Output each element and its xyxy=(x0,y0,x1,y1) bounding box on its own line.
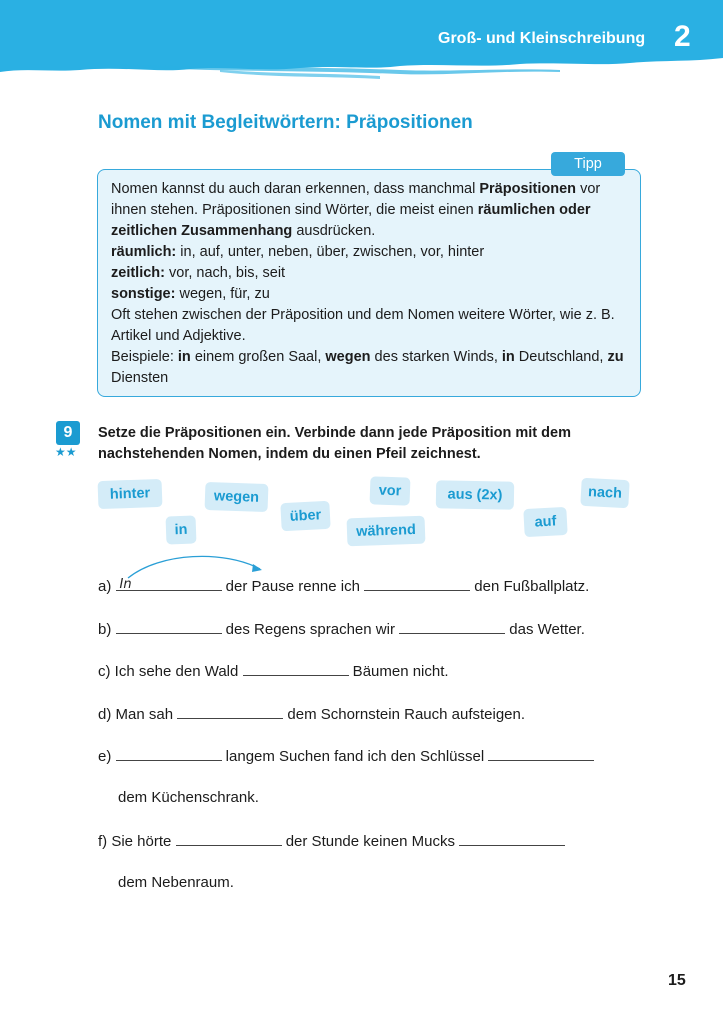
word-card-wegen[interactable]: wegen xyxy=(205,482,269,512)
blank-b1[interactable] xyxy=(116,619,222,634)
word-card-nach[interactable]: nach xyxy=(580,478,629,508)
blank-e2[interactable] xyxy=(488,746,594,761)
task-number-badge: 9 xyxy=(56,421,80,445)
blank-c1[interactable] xyxy=(243,661,349,676)
word-card-hinter[interactable]: hinter xyxy=(98,479,163,509)
blank-e1[interactable] xyxy=(116,746,222,761)
tipp-zeitlich: zeitlich: vor, nach, bis, seit xyxy=(111,265,286,281)
exercise-c: c) Ich sehe den Wald Bäumen nicht. xyxy=(98,663,449,680)
blank-f1[interactable] xyxy=(176,831,282,846)
tipp-paragraph-2: Oft stehen zwischen der Präposition und dem Nomen weitere Wörter, wie z. B. Artikel und Adjektive. xyxy=(111,307,615,344)
word-card-vor[interactable]: vor xyxy=(370,476,411,505)
exercise-e: e) langem Suchen fand ich den Schlüssel xyxy=(98,746,594,765)
word-card-waehrend[interactable]: während xyxy=(347,516,426,547)
page-number: 15 xyxy=(668,972,686,989)
exercise-f-continued: dem Nebenraum. xyxy=(118,874,234,891)
tipp-label: Tipp xyxy=(551,152,625,176)
chapter-title: Groß- und Kleinschreibung xyxy=(438,30,646,47)
tipp-examples: Beispiele: in einem großen Saal, wegen des starken Winds, in Deutschland, zu Diensten xyxy=(111,349,624,386)
tipp-sonstige: sonstige: wegen, für, zu xyxy=(111,286,270,302)
exercise-d: d) Man sah dem Schornstein Rauch aufsteigen. xyxy=(98,706,526,723)
tipp-paragraph-1: Nomen kannst du auch daran erkennen, dass manchmal Präpositionen vor ihnen stehen. Präpositionen sind Wörter, die meist einen räumlichen oder zeitlichen Zusammenhang ausdrücken. xyxy=(111,181,601,239)
exercise-e-continued: dem Küchenschrank. xyxy=(118,789,259,806)
difficulty-stars: ★★ xyxy=(55,445,77,459)
exercise-a: a) In der Pause renne ich den Fußballplatz. xyxy=(98,577,590,595)
tipp-raeumlich: räumlich: in, auf, unter, neben, über, zwischen, vor, hinter xyxy=(111,244,485,260)
blank-b2[interactable] xyxy=(399,619,505,634)
word-card-ueber[interactable]: über xyxy=(280,501,330,532)
section-title: Nomen mit Begleitwörtern: Präpositionen xyxy=(98,112,473,133)
blank-f2[interactable] xyxy=(459,831,565,846)
word-card-in[interactable]: in xyxy=(166,515,197,544)
word-card-auf[interactable]: auf xyxy=(523,507,567,537)
exercise-b: b) des Regens sprachen wir das Wetter. xyxy=(98,621,585,638)
blank-a2[interactable] xyxy=(364,576,470,591)
blank-a1[interactable]: In xyxy=(116,576,222,591)
task-instruction: Setze die Präpositionen ein. Verbinde dann jede Präposition mit dem nachstehenden Nomen, indem du einen Pfeil zeichnest. xyxy=(98,425,571,462)
exercise-f: f) Sie hörte der Stunde keinen Mucks xyxy=(98,831,565,850)
chapter-number: 2 xyxy=(674,20,691,53)
blank-d1[interactable] xyxy=(177,704,283,719)
word-card-aus-2x[interactable]: aus (2x) xyxy=(436,480,514,509)
